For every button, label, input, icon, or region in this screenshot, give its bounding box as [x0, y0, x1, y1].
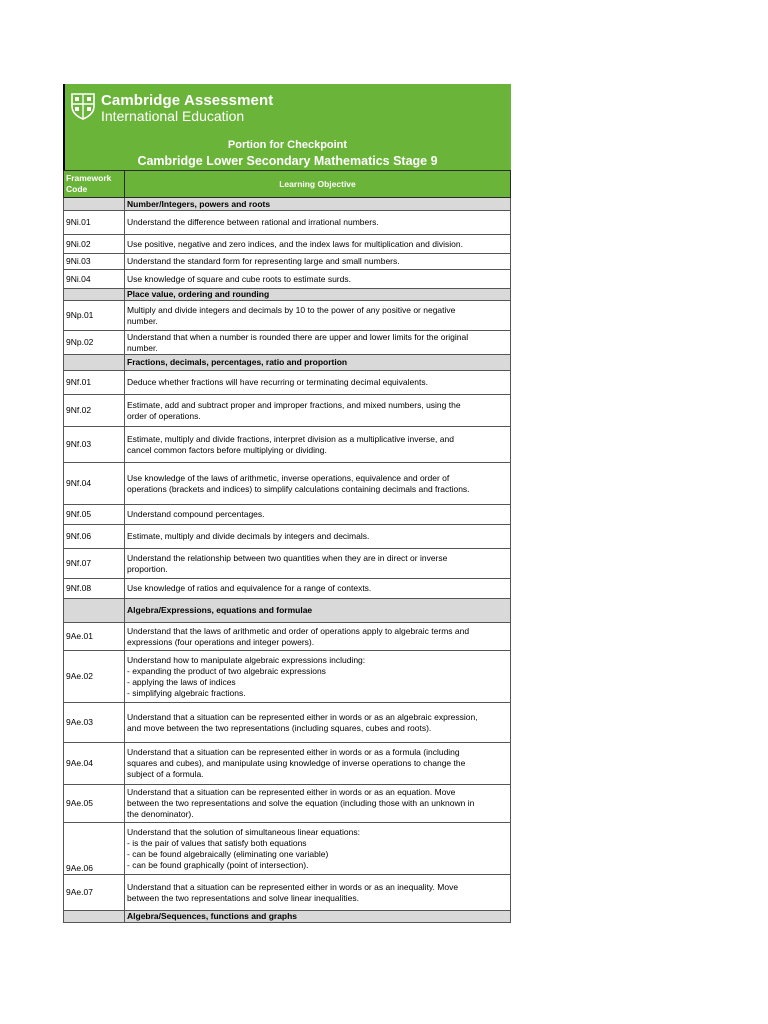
table-row	[64, 395, 511, 427]
framework-code: 9Ae.05	[64, 785, 125, 823]
table-row	[64, 525, 511, 549]
portion-title: Portion for Checkpoint	[227, 139, 348, 151]
framework-code: 9Ni.01	[64, 211, 125, 235]
table-row	[64, 875, 511, 911]
section-title	[125, 289, 511, 301]
framework-code: 9Nf.07	[64, 549, 125, 579]
table-row	[64, 823, 511, 875]
brand-line-2: International Education	[101, 108, 245, 124]
objective-line: Understand that a situation can be represented either in words or as an inequality. Move	[127, 881, 459, 892]
objective-line: Multiply and divide integers and decimals by 10 to the power of any positive or negative	[127, 304, 456, 315]
learning-objective	[125, 785, 511, 823]
objective-line: Number/Integers, powers and roots	[127, 198, 271, 209]
learning-objective	[125, 463, 511, 505]
objective-line: - simplifying algebraic fractions.	[127, 687, 246, 698]
learning-objective	[125, 623, 511, 651]
table-row	[64, 549, 511, 579]
table-row	[64, 331, 511, 355]
objective-line: number.	[127, 315, 158, 326]
framework-code: 9Nf.02	[64, 395, 125, 427]
framework-code: 9Ae.03	[64, 703, 125, 743]
objective-line: cancel common factors before multiplying or dividing.	[127, 444, 327, 455]
objective-line: Understand that the laws of arithmetic and order of operations apply to algebraic terms and	[127, 625, 470, 636]
framework-code: 9Nf.01	[64, 371, 125, 395]
table-row	[64, 505, 511, 525]
learning-objective	[125, 427, 511, 463]
objective-line: Understand how to manipulate algebraic expressions including:	[127, 654, 366, 665]
framework-code: 9Nf.04	[64, 463, 125, 505]
table-row	[64, 623, 511, 651]
objective-line: Algebra/Sequences, functions and graphs	[127, 911, 298, 921]
objective-line: Understand that the solution of simultaneous linear equations:	[127, 826, 360, 837]
framework-code: 9Ae.04	[64, 743, 125, 785]
framework-code: 9Ni.02	[64, 235, 125, 254]
column-header-objective: Learning Objective	[125, 171, 511, 198]
objective-line: Estimate, multiply and divide decimals by integers and decimals.	[127, 531, 370, 541]
objective-line: - can be found graphically (point of intersection).	[127, 859, 309, 870]
objective-line: Estimate, add and subtract proper and improper fractions, and mixed numbers, using the	[127, 399, 461, 410]
learning-objective	[125, 331, 511, 355]
objective-line: proportion.	[127, 563, 168, 574]
table-row	[64, 211, 511, 235]
framework-code: 9Nf.03	[64, 427, 125, 463]
objective-line: between the two representations and solve the equation (including those with an unknown in	[127, 798, 475, 808]
objective-line: Use knowledge of ratios and equivalence for a range of contexts.	[127, 583, 372, 593]
objective-line: Place value, ordering and rounding	[127, 289, 270, 299]
framework-code: 9Ni.04	[64, 270, 125, 289]
learning-objective	[125, 549, 511, 579]
objective-line: Understand the relationship between two quantities when they are in direct or inverse	[127, 552, 448, 563]
cambridge-crest-icon	[70, 92, 96, 120]
objective-line: - can be found algebraically (eliminating one variable)	[127, 848, 329, 859]
learning-objective	[125, 235, 511, 254]
table-row	[64, 651, 511, 703]
table-row	[64, 301, 511, 331]
framework-code	[64, 355, 125, 371]
objective-line: Deduce whether fractions will have recurring or terminating decimal equivalents.	[127, 377, 428, 387]
learning-objective	[125, 525, 511, 549]
objective-line: Understand that a situation can be represented either in words or as a formula (including	[127, 747, 460, 757]
objective-line: Fractions, decimals, percentages, ratio and proportion	[127, 357, 348, 367]
table-row	[64, 235, 511, 254]
section-title	[125, 911, 511, 923]
header-banner	[63, 84, 511, 170]
objective-line: Understand that when a number is rounded there are upper and lower limits for the original	[127, 331, 469, 342]
section-row	[64, 911, 511, 923]
objective-line: Understand that a situation can be represented either in words or as an equation. Move	[127, 787, 456, 797]
framework-code	[64, 289, 125, 301]
section-row	[64, 355, 511, 371]
section-row	[64, 599, 511, 623]
framework-code: 9Np.01	[64, 301, 125, 331]
learning-objective	[125, 823, 511, 875]
framework-code: 9Ae.07	[64, 875, 125, 911]
objective-line: number.	[127, 342, 158, 353]
table-row	[64, 371, 511, 395]
framework-code: 9Ae.01	[64, 623, 125, 651]
objective-line: Use knowledge of the laws of arithmetic, inverse operations, equivalence and order of	[127, 472, 450, 483]
learning-objective	[125, 371, 511, 395]
section-title	[125, 599, 511, 623]
course-title: Cambridge Lower Secondary Mathematics Stage 9	[137, 154, 438, 168]
learning-objective	[125, 270, 511, 289]
objective-line: Understand the difference between rational and irrational numbers.	[127, 217, 379, 227]
table-row	[64, 463, 511, 505]
learning-objective	[125, 254, 511, 270]
objective-line: expressions (four operations and integer powers).	[127, 636, 315, 647]
objective-line: and move between the two representations (including squares, cubes and roots).	[127, 722, 432, 733]
framework-code: 9Ae.06	[64, 823, 125, 875]
section-row	[64, 198, 511, 211]
learning-objective	[125, 743, 511, 785]
framework-code	[64, 198, 125, 211]
framework-code	[64, 911, 125, 923]
section-row	[64, 289, 511, 301]
table-row	[64, 785, 511, 823]
framework-code: 9Np.02	[64, 331, 125, 355]
table-row	[64, 743, 511, 785]
curriculum-sheet	[63, 84, 511, 923]
table-row	[64, 270, 511, 289]
objective-line: Estimate, multiply and divide fractions, interpret division as a multiplicative inverse, and	[127, 433, 454, 444]
objectives-table	[63, 170, 511, 923]
framework-code	[64, 599, 125, 623]
objective-line: Use positive, negative and zero indices, and the index laws for multiplication and division.	[127, 238, 463, 249]
column-header-code: Framework Code	[64, 171, 125, 198]
learning-objective	[125, 651, 511, 703]
table-header-row	[64, 171, 511, 198]
objective-line: operations (brackets and indices) to simplify calculations containing decimals and fractions.	[127, 483, 470, 494]
section-title	[125, 355, 511, 371]
table-row	[64, 427, 511, 463]
objective-line: subject of a formula.	[127, 769, 204, 779]
objective-line: the denominator).	[127, 809, 194, 819]
objective-line: Understand the standard form for representing large and small numbers.	[127, 256, 400, 266]
objective-line: squares and cubes), and manipulate using knowledge of inverse operations to change the	[127, 758, 466, 768]
learning-objective	[125, 301, 511, 331]
learning-objective	[125, 579, 511, 599]
learning-objective	[125, 211, 511, 235]
section-title	[125, 198, 511, 211]
learning-objective	[125, 505, 511, 525]
objective-line: Understand that a situation can be represented either in words or as an algebraic expression,	[127, 711, 478, 722]
objective-line: - expanding the product of two algebraic expressions	[127, 665, 326, 676]
objective-line: - is the pair of values that satisfy both equations	[127, 837, 307, 848]
learning-objective	[125, 875, 511, 911]
learning-objective	[125, 703, 511, 743]
framework-code: 9Nf.06	[64, 525, 125, 549]
table-row	[64, 703, 511, 743]
objective-line: Algebra/Expressions, equations and formulae	[127, 605, 313, 615]
framework-code: 9Ni.03	[64, 254, 125, 270]
brand-line-1: Cambridge Assessment	[101, 92, 274, 109]
objective-line: order of operations.	[127, 410, 201, 421]
learning-objective	[125, 395, 511, 427]
objective-line: Understand compound percentages.	[127, 509, 265, 519]
objective-line: - applying the laws of indices	[127, 676, 236, 687]
objective-line: Use knowledge of square and cube roots to estimate surds.	[127, 273, 351, 284]
framework-code: 9Nf.08	[64, 579, 125, 599]
objective-line: between the two representations and solve linear inequalities.	[127, 892, 360, 903]
table-row	[64, 579, 511, 599]
framework-code: 9Nf.05	[64, 505, 125, 525]
table-row	[64, 254, 511, 270]
framework-code: 9Ae.02	[64, 651, 125, 703]
